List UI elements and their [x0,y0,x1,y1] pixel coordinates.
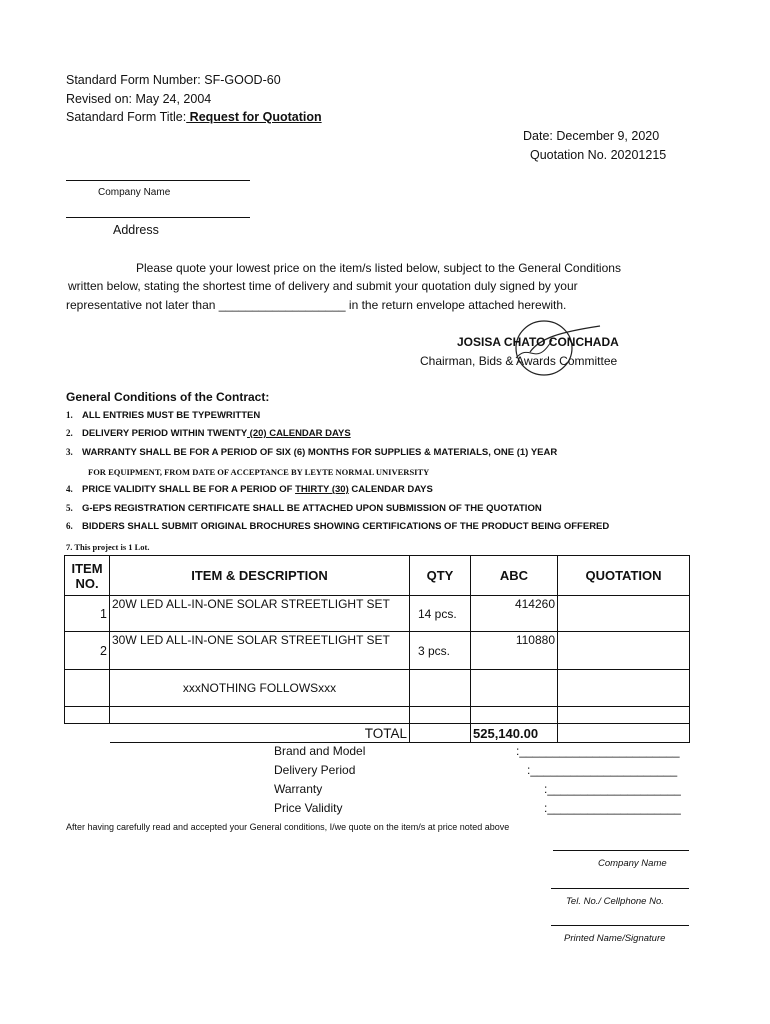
condition-1-number: 1. [66,410,73,420]
header-item-no: ITEM NO. [65,556,110,596]
row-1-number: 1 [65,596,110,632]
condition-1 [66,410,260,421]
bidder-company-line[interactable] [553,850,689,851]
form-number: Standard Form Number: SF-GOOD-60 [66,73,281,87]
total-quotation [558,724,690,743]
intro-line-3: representative not later than ___________________ in the return envelope attached herewith. [66,298,567,312]
table-row [65,596,690,632]
condition-5-number: 5. [66,503,73,513]
acceptance-statement: After having carefully read and accepted your General conditions, I/we quote on the item/s at price noted above [66,822,510,832]
price-validity-field[interactable]: :____________________ [544,801,681,815]
condition-4-number: 4. [66,484,73,494]
total-spacer [65,724,110,743]
row-4-quotation [558,707,690,724]
total-label: TOTAL [110,724,410,743]
row-3-quotation [558,670,690,707]
form-title-row [66,110,322,124]
intro-line-1: Please quote your lowest price on the item/s listed below, subject to the General Conditions [136,261,621,275]
condition-6-number: 6. [66,521,73,531]
intro-line-2: written below, stating the shortest time of delivery and submit your quotation duly signed by your [68,279,578,293]
condition-5 [66,503,542,514]
condition-6 [66,521,609,532]
delivery-period-label: Delivery Period [274,763,356,777]
header-abc: ABC [471,556,558,596]
nothing-follows: xxxNOTHING FOLLOWSxxx [110,670,410,707]
price-validity-label: Price Validity [274,801,343,815]
form-title: Request for Quotation [186,110,322,124]
row-3-abc [471,670,558,707]
row-3-qty [410,670,471,707]
row-4-number [65,707,110,724]
condition-5-text: G-EPS REGISTRATION CERTIFICATE SHALL BE ATTACHED UPON SUBMISSION OF THE QUOTATION [82,503,542,514]
condition-2-text: DELIVERY PERIOD WITHIN TWENTY [82,428,248,439]
row-4-description [110,707,410,724]
quotation-number: Quotation No. 20201215 [530,148,667,162]
table-row [65,707,690,724]
condition-4 [66,484,433,495]
row-1-qty: 14 pcs. [410,596,471,632]
warranty-label: Warranty [274,782,323,796]
address-line [66,217,250,218]
row-4-abc [471,707,558,724]
bidder-company-label: Company Name [598,858,667,869]
condition-4-text-end: CALENDAR DAYS [348,484,433,495]
condition-3-number: 3. [66,447,73,457]
quotation-date: Date: December 9, 2020 [523,129,660,143]
header-description: ITEM & DESCRIPTION [110,556,410,596]
company-name-label: Company Name [98,187,171,198]
row-2-quotation[interactable] [558,632,690,670]
condition-2-underlined: (20) CALENDAR DAYS [247,428,351,439]
items-table [64,555,690,743]
warranty-field[interactable]: :____________________ [544,782,681,796]
condition-1-text: ALL ENTRIES MUST BE TYPEWRITTEN [82,410,261,421]
row-1-quotation[interactable] [558,596,690,632]
bidder-tel-label: Tel. No./ Cellphone No. [566,896,664,907]
conditions-heading: General Conditions of the Contract: [66,390,270,404]
condition-4-text: PRICE VALIDITY SHALL BE FOR A PERIOD OF [82,484,296,495]
bidder-tel-line[interactable] [551,888,689,889]
brand-model-label: Brand and Model [274,744,366,758]
row-1-abc: 414260 [471,596,558,632]
bidder-signature-line[interactable] [551,925,689,926]
condition-3-text: WARRANTY SHALL BE FOR A PERIOD OF SIX (6) MONTHS FOR SUPPLIES & MATERIALS, ONE (1) YEAR [82,447,558,458]
row-2-qty: 3 pcs. [410,632,471,670]
revised-date: Revised on: May 24, 2004 [66,92,212,106]
table-row [65,632,690,670]
bidder-signature-label: Printed Name/Signature [564,933,666,944]
row-1-description: 20W LED ALL-IN-ONE SOLAR STREETLIGHT SET [110,596,410,632]
row-3-number [65,670,110,707]
table-row [65,670,690,707]
brand-model-field[interactable]: :________________________ [516,744,680,758]
condition-4-underlined: THIRTY (30) [295,484,349,495]
signatory-name: JOSISA CHATO CONCHADA [457,335,619,349]
header-qty: QTY [410,556,471,596]
company-name-line [66,180,250,181]
header-quotation: QUOTATION [558,556,690,596]
table-header-row [65,556,690,596]
row-2-number: 2 [65,632,110,670]
signatory-position: Chairman, Bids & Awards Committee [420,354,618,368]
condition-6-text: BIDDERS SHALL SUBMIT ORIGINAL BROCHURES SHOWING CERTIFICATIONS OF THE PRODUCT BEING OFFERED [82,521,610,532]
total-value: 525,140.00 [471,724,558,743]
condition-2-number: 2. [66,428,73,438]
condition-3 [66,447,557,458]
total-qty [410,724,471,743]
row-4-qty [410,707,471,724]
project-note: 7. This project is 1 Lot. [66,542,150,552]
total-row [65,724,690,743]
form-title-prefix: Satandard Form Title: [66,110,187,124]
row-2-abc: 110880 [471,632,558,670]
condition-2 [66,428,351,439]
address-label: Address [113,223,159,237]
row-2-description: 30W LED ALL-IN-ONE SOLAR STREETLIGHT SET [110,632,410,670]
delivery-period-field[interactable]: :______________________ [527,763,678,777]
condition-3-continued: FOR EQUIPMENT, FROM DATE OF ACCEPTANCE BY LEYTE NORMAL UNIVERSITY [88,467,430,477]
